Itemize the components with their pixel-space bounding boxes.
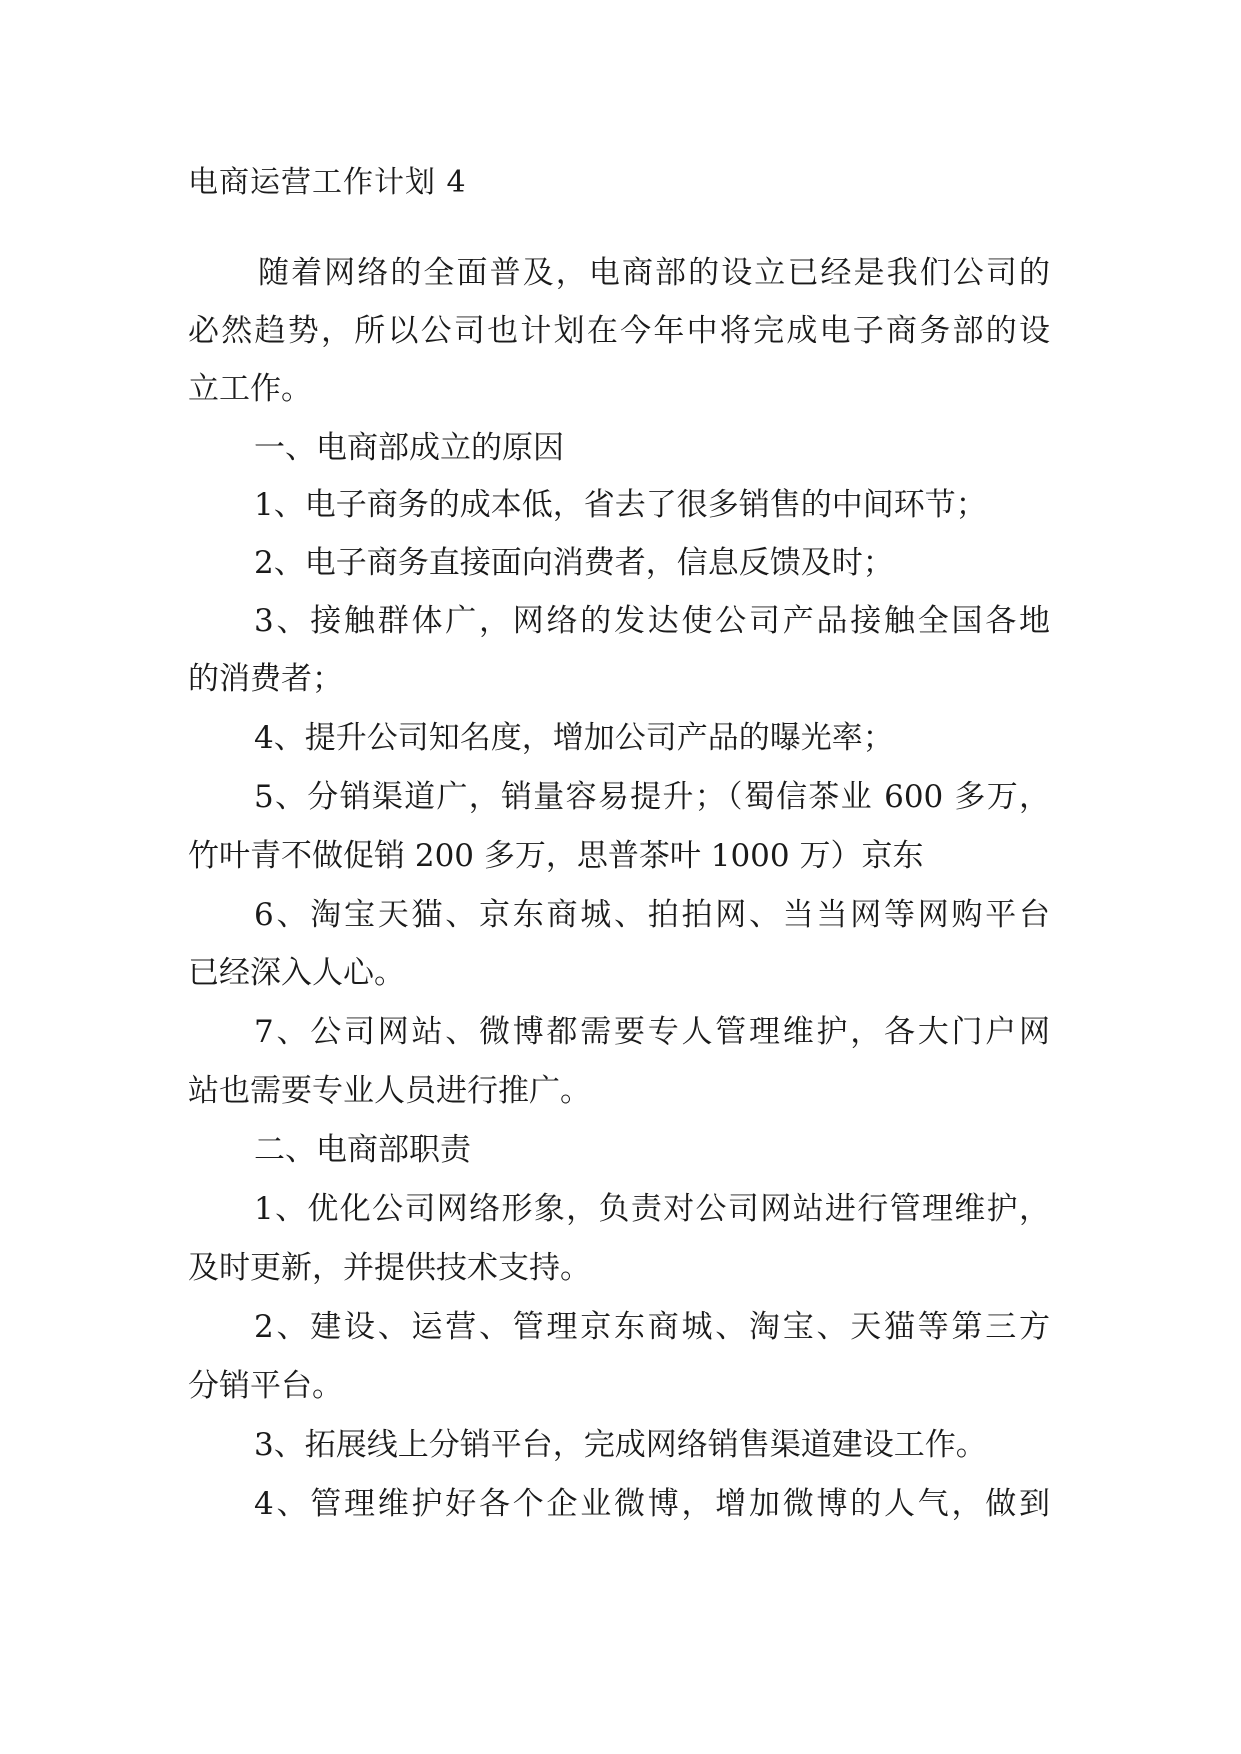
paragraph-line: 站也需要专业人员进行推广。 xyxy=(188,1073,591,1109)
paragraph-line: 及时更新，并提供技术支持。 xyxy=(188,1250,591,1286)
list-item: 1、优化公司网络形象，负责对公司网站进行管理维护， xyxy=(254,1191,1050,1227)
paragraph-line: 立工作。 xyxy=(188,371,312,407)
list-item: 7、公司网站、微博都需要专人管理维护，各大门户网 xyxy=(254,1014,1050,1050)
list-item: 6、淘宝天猫、京东商城、拍拍网、当当网等网购平台 xyxy=(254,897,1050,933)
list-item: 1、电子商务的成本低，省去了很多销售的中间环节； xyxy=(254,487,987,523)
list-item: 2、电子商务直接面向消费者，信息反馈及时； xyxy=(254,545,894,581)
document-title: 电商运营工作计划 4 xyxy=(188,165,467,200)
paragraph-line: 必然趋势，所以公司也计划在今年中将完成电子商务部的设 xyxy=(188,313,1050,349)
paragraph-line: 的消费者； xyxy=(188,661,343,697)
list-item: 5、分销渠道广，销量容易提升；（蜀信茶业 600 多万， xyxy=(254,779,1050,815)
paragraph-line: 分销平台。 xyxy=(188,1368,343,1404)
list-item: 4、提升公司知名度，增加公司产品的曝光率； xyxy=(254,720,894,756)
list-item: 2、建设、运营、管理京东商城、淘宝、天猫等第三方 xyxy=(254,1309,1050,1345)
section-heading: 一、电商部成立的原因 xyxy=(254,430,564,466)
paragraph-line: 已经深入人心。 xyxy=(188,955,405,991)
list-item: 4、管理维护好各个企业微博，增加微博的人气，做到 xyxy=(254,1486,1050,1522)
paragraph-line: 随着网络的全面普及，电商部的设立已经是我们公司的 xyxy=(258,255,1050,291)
section-heading: 二、电商部职责 xyxy=(254,1132,471,1168)
list-item: 3、接触群体广，网络的发达使公司产品接触全国各地 xyxy=(254,603,1050,639)
list-item: 3、拓展线上分销平台，完成网络销售渠道建设工作。 xyxy=(254,1427,987,1463)
paragraph-line: 竹叶青不做促销 200 多万，思普茶叶 1000 万）京东 xyxy=(188,838,924,874)
